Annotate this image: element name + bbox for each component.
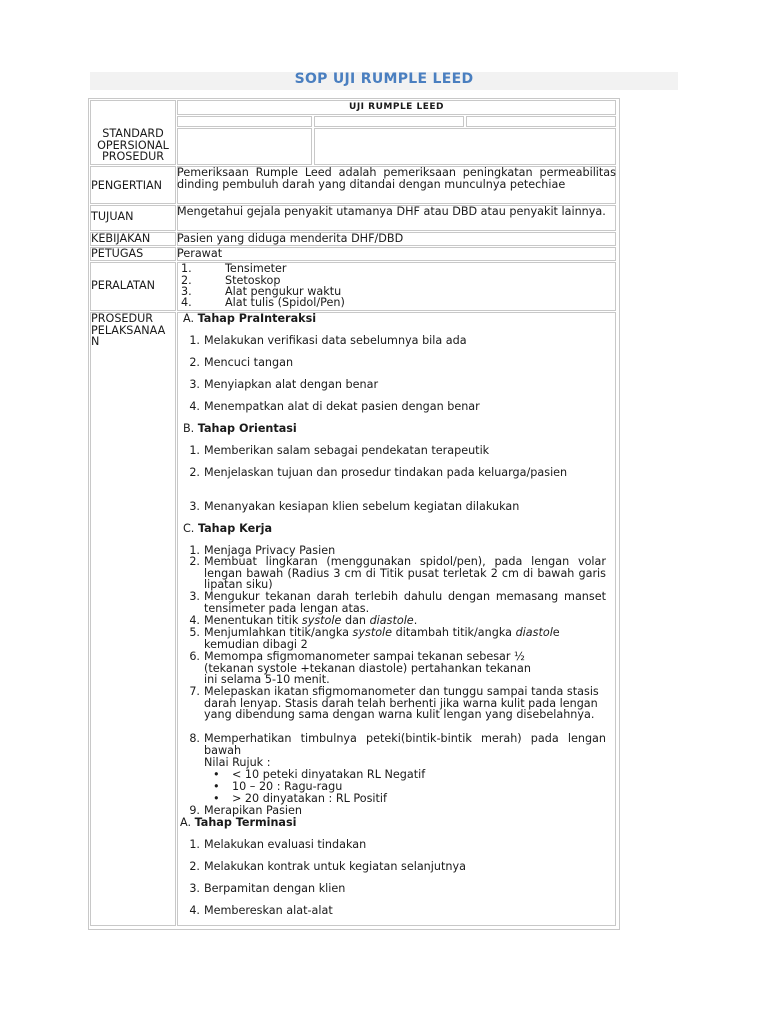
section-c-item: 3.Mengukur tekanan darah terlebih dahulu dengan memasang manset tensimeter pada lengan atas. <box>189 590 606 615</box>
pengertian-label: PENGERTIAN <box>91 179 163 192</box>
section-b-item: 3. Menanyakan kesiapan klien sebelum kegiatan dilakukan <box>189 500 520 513</box>
prosedur-label-cell <box>90 312 176 926</box>
nilai-rujuk-label: Nilai Rujuk : <box>204 756 271 769</box>
petugas-text: Perawat <box>177 247 223 260</box>
section-c-heading: C. Tahap Kerja <box>183 522 273 535</box>
section-c-item: 4. Menentukan titik systole dan diastole. <box>189 614 418 627</box>
section-d-item: 3. Berpamitan dengan klien <box>189 882 346 895</box>
petugas-label: PETUGAS <box>91 247 144 260</box>
section-a-item: 2. Mencuci tangan <box>189 356 294 369</box>
peralatan-item: 2. Stetoskop <box>181 274 281 287</box>
section-b-item: 1. Memberikan salam sebagai pendekatan terapeutik <box>189 444 490 457</box>
kebijakan-label: KEBIJAKAN <box>91 232 151 245</box>
section-d-item: 2. Melakukan kontrak untuk kegiatan selanjutnya <box>189 860 466 873</box>
header-subcell-1 <box>177 116 312 127</box>
sop-logo-cell <box>177 128 312 165</box>
document-title: SOP UJI RUMPLE LEED <box>294 71 474 87</box>
header-title: UJI RUMPLE LEED <box>349 102 444 112</box>
peralatan-item: 4. Alat tulis (Spidol/Pen) <box>181 296 345 309</box>
section-a-item: 1. Melakukan verifikasi data sebelumnya bila ada <box>189 334 467 347</box>
nilai-rujuk-bullet: • 10 – 20 : Ragu-ragu <box>213 780 343 793</box>
sop-label: STANDARD OPERSIONAL PROSEDUR <box>97 127 169 164</box>
section-a-item: 3. Menyiapkan alat dengan benar <box>189 378 379 391</box>
section-c-item: 1. Menjaga Privacy Pasien <box>189 544 336 557</box>
peralatan-item: 3. Alat pengukur waktu <box>181 285 342 298</box>
prosedur-label: PROSEDUR PELAKSANAA N <box>91 312 166 349</box>
section-d-item: 4. Membereskan alat-alat <box>189 904 333 917</box>
section-a-item: 4. Menempatkan alat di dekat pasien dengan benar <box>189 400 480 413</box>
sop-info-cell <box>314 128 616 165</box>
tujuan-text: Mengetahui gejala penyakit utamanya DHF atau DBD atau penyakit lainnya. <box>177 205 606 218</box>
section-d-heading: A. Tahap Terminasi <box>180 816 297 829</box>
section-b-heading: B. Tahap Orientasi <box>183 422 297 435</box>
nilai-rujuk-bullet: • < 10 peteki dinyatakan RL Negatif <box>213 768 426 781</box>
pengertian-text: Pemeriksaan Rumple Leed adalah pemeriksaan peningkatan permeabilitas dinding pembuluh darah yang ditandai dengan munculnya petechiae <box>177 166 616 191</box>
section-c-item: 9. Merapikan Pasien <box>189 804 302 817</box>
section-c-item: 6. Memompa sfigmomanometer sampai tekanan sebesar ½ (tekanan systole +tekanan diastole) pertahankan tekanan ini selama 5-10 menit. <box>189 650 531 687</box>
header-subcell-2 <box>314 116 464 127</box>
section-d-item: 1. Melakukan evaluasi tindakan <box>189 838 367 851</box>
kebijakan-text: Pasien yang diduga menderita DHF/DBD <box>177 232 404 245</box>
section-c-item: 7. Melepaskan ikatan sfigmomanometer dan tunggu sampai tanda stasis darah lenyap. Stasis darah telah berhenti jika warna kulit pada lengan yang dibendung sama dengan warna kulit lengan yang disebelahnya. <box>189 685 599 722</box>
section-c-item: 5. Menjumlahkan titik/angka systole ditambah titik/angka diastole kemudian dibagi 2 <box>189 626 560 651</box>
section-a-heading: A. Tahap PraInteraksi <box>183 312 317 325</box>
header-subcell-3 <box>466 116 616 127</box>
peralatan-item: 1. Tensimeter <box>181 262 287 275</box>
section-c-item: 2. Membuat lingkaran (menggunakan spidol/pen), pada lengan volar lengan bawah (Radius 3 cm di Titik pusat terletak 2 cm di bawah garis lipatan siku) <box>189 555 606 592</box>
petugas-text-cell <box>177 247 616 261</box>
section-c-item: 8. Memperhatikan timbulnya peteki(bintik-bintik merah) pada lengan bawah <box>189 732 606 757</box>
section-b-item: 2. Menjelaskan tujuan dan prosedur tindakan pada keluarga/pasien <box>189 466 568 479</box>
peralatan-label: PERALATAN <box>91 279 156 292</box>
nilai-rujuk-bullet: • > 20 dinyatakan : RL Positif <box>213 792 387 805</box>
tujuan-label: TUJUAN <box>91 210 134 223</box>
